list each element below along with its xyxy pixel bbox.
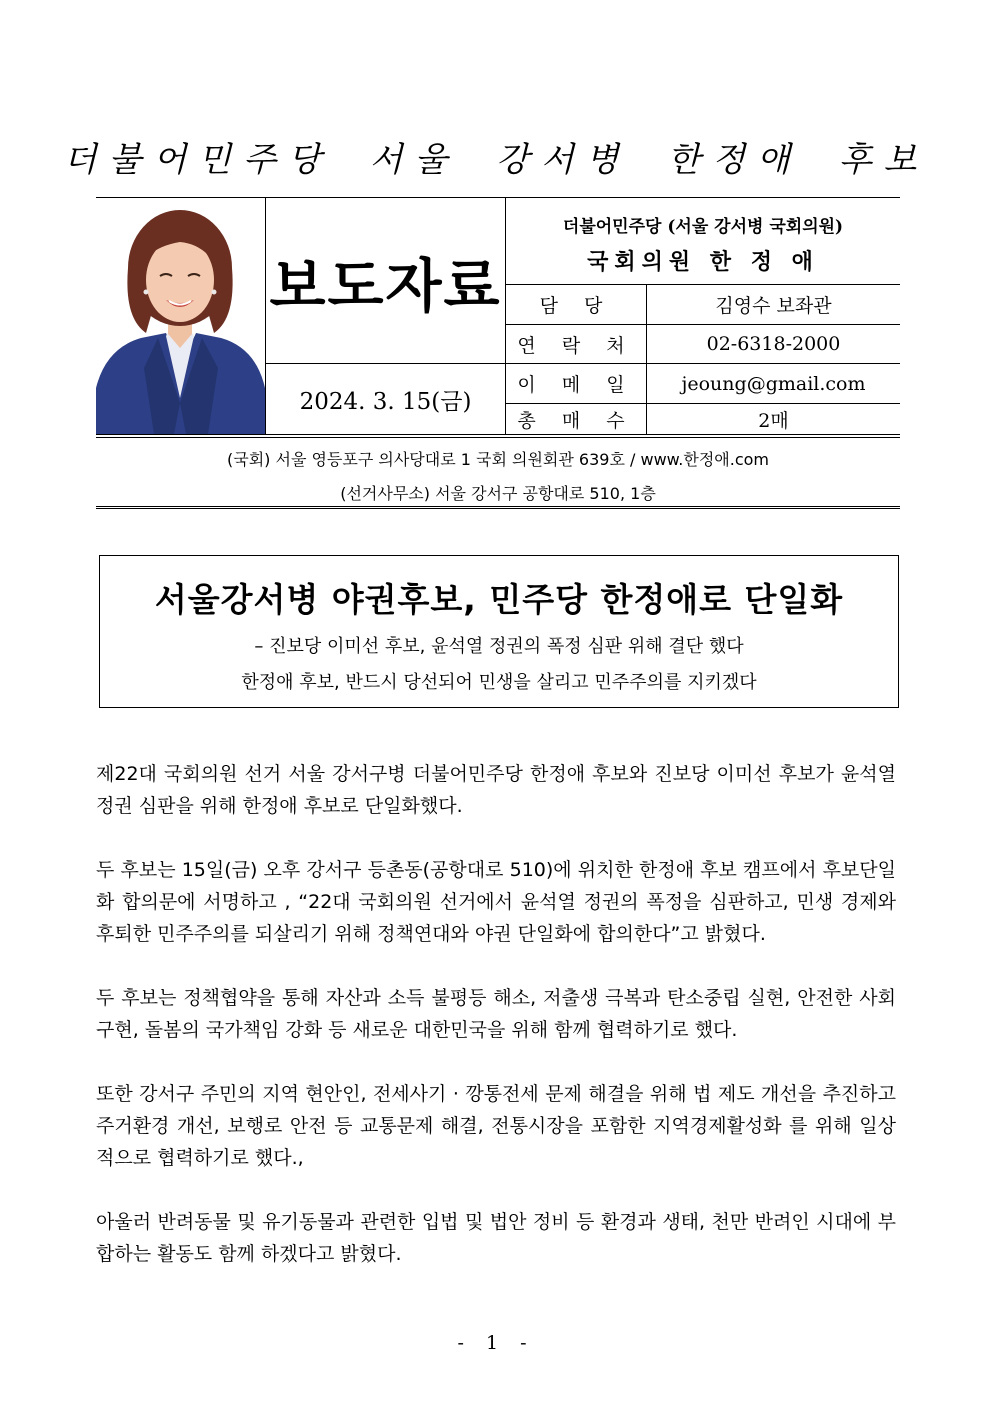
contact-row-phone [506, 325, 900, 364]
member-name: 국회의원 한 정 애 [587, 249, 819, 275]
press-header-table [96, 197, 900, 435]
press-release-title: 보도자료 [269, 251, 502, 320]
headline-subtitle: – 진보당 이미선 후보, 윤석열 정권의 폭정 심판 위해 결단 했다 [254, 636, 744, 657]
campaign-title: 더불어민주당 서울 강서병 한정애 후보 [63, 140, 929, 180]
contact-value[interactable]: jeoung@gmail.com [681, 372, 866, 395]
candidate-portrait-image [96, 198, 265, 434]
headline-title: 서울강서병 야권후보, 민주당 한정애로 단일화 [154, 580, 844, 619]
page-number: - 1 - [457, 1332, 535, 1354]
contact-label: 이 메 일 [506, 364, 647, 403]
body-paragraph: 제22대 국회의원 선거 서울 강서구병 더불어민주당 한정애 후보와 진보당 이미선 후보가 윤석열 정권 심판을 위해 한정애 후보로 단일화했다. [96, 763, 896, 817]
candidate-photo [96, 198, 266, 434]
party-affiliation: 더불어민주당 (서울 강서병 국회의원) [562, 217, 844, 237]
contact-label: 총 매 수 [506, 404, 647, 434]
body-paragraph: 두 후보는 15일(금) 오후 강서구 등촌동(공항대로 510)에 위치한 한정애 후보 캠프에서 후보단일화 합의문에 서명하고 , “22대 국회의원 선거에서 윤석열 정권의 폭정을 심판하고, 민생 경제와 후퇴한 민주주의를 되살리기 위해 정책연대와 야권 단일화에 합의한다”고 밝혔다. [96, 859, 896, 945]
contact-value: 02-6318-2000 [706, 333, 841, 355]
body-paragraph: 두 후보는 정책협약을 통해 자산과 소득 불평등 해소, 저출생 극복과 탄소중립 실현, 안전한 사회 구현, 돌봄의 국가책임 강화 등 새로운 대한민국을 위해 함께 협력하기로 했다. [96, 987, 896, 1041]
campaign-office-address: (선거사무소) 서울 강서구 공항대로 510, 1층 [340, 484, 656, 503]
contact-label: 담 당 [506, 285, 647, 324]
contact-value: 김영수 보좌관 [715, 295, 832, 317]
address-block [96, 437, 900, 509]
body-paragraph: 아울러 반려동물 및 유기동물과 관련한 입법 및 법안 정비 등 환경과 생태, 천만 반려인 시대에 부합하는 활동도 함께 하겠다고 밝혔다. [96, 1211, 896, 1265]
contact-value: 2매 [758, 409, 789, 432]
body-paragraph: 또한 강서구 주민의 지역 현안인, 전세사기 · 깡통전세 문제 해결을 위해 법 제도 개선을 추진하고 주거환경 개선, 보행로 안전 등 교통문제 해결, 전통시장을 포함한 지역경제활성화 를 위해 일상적으로 협력하기로 했다., [96, 1083, 896, 1169]
contact-label: 연 락 처 [506, 325, 647, 363]
headline-box [99, 555, 899, 708]
contact-row-email [506, 364, 900, 404]
article-body [96, 758, 896, 1302]
press-release-cell [266, 198, 506, 364]
headline-subtitle: 한정애 후보, 반드시 당선되어 민생을 살리고 민주주의를 지키겠다 [241, 672, 757, 693]
release-date: 2024. 3. 15(금) [266, 364, 506, 434]
assembly-office-address: (국회) 서울 영등포구 의사당대로 1 국회 의원회관 639호 / www.한정애.com [227, 450, 769, 469]
contact-row-pages [506, 404, 900, 434]
party-info-cell [506, 198, 900, 285]
contact-row-manager [506, 285, 900, 325]
